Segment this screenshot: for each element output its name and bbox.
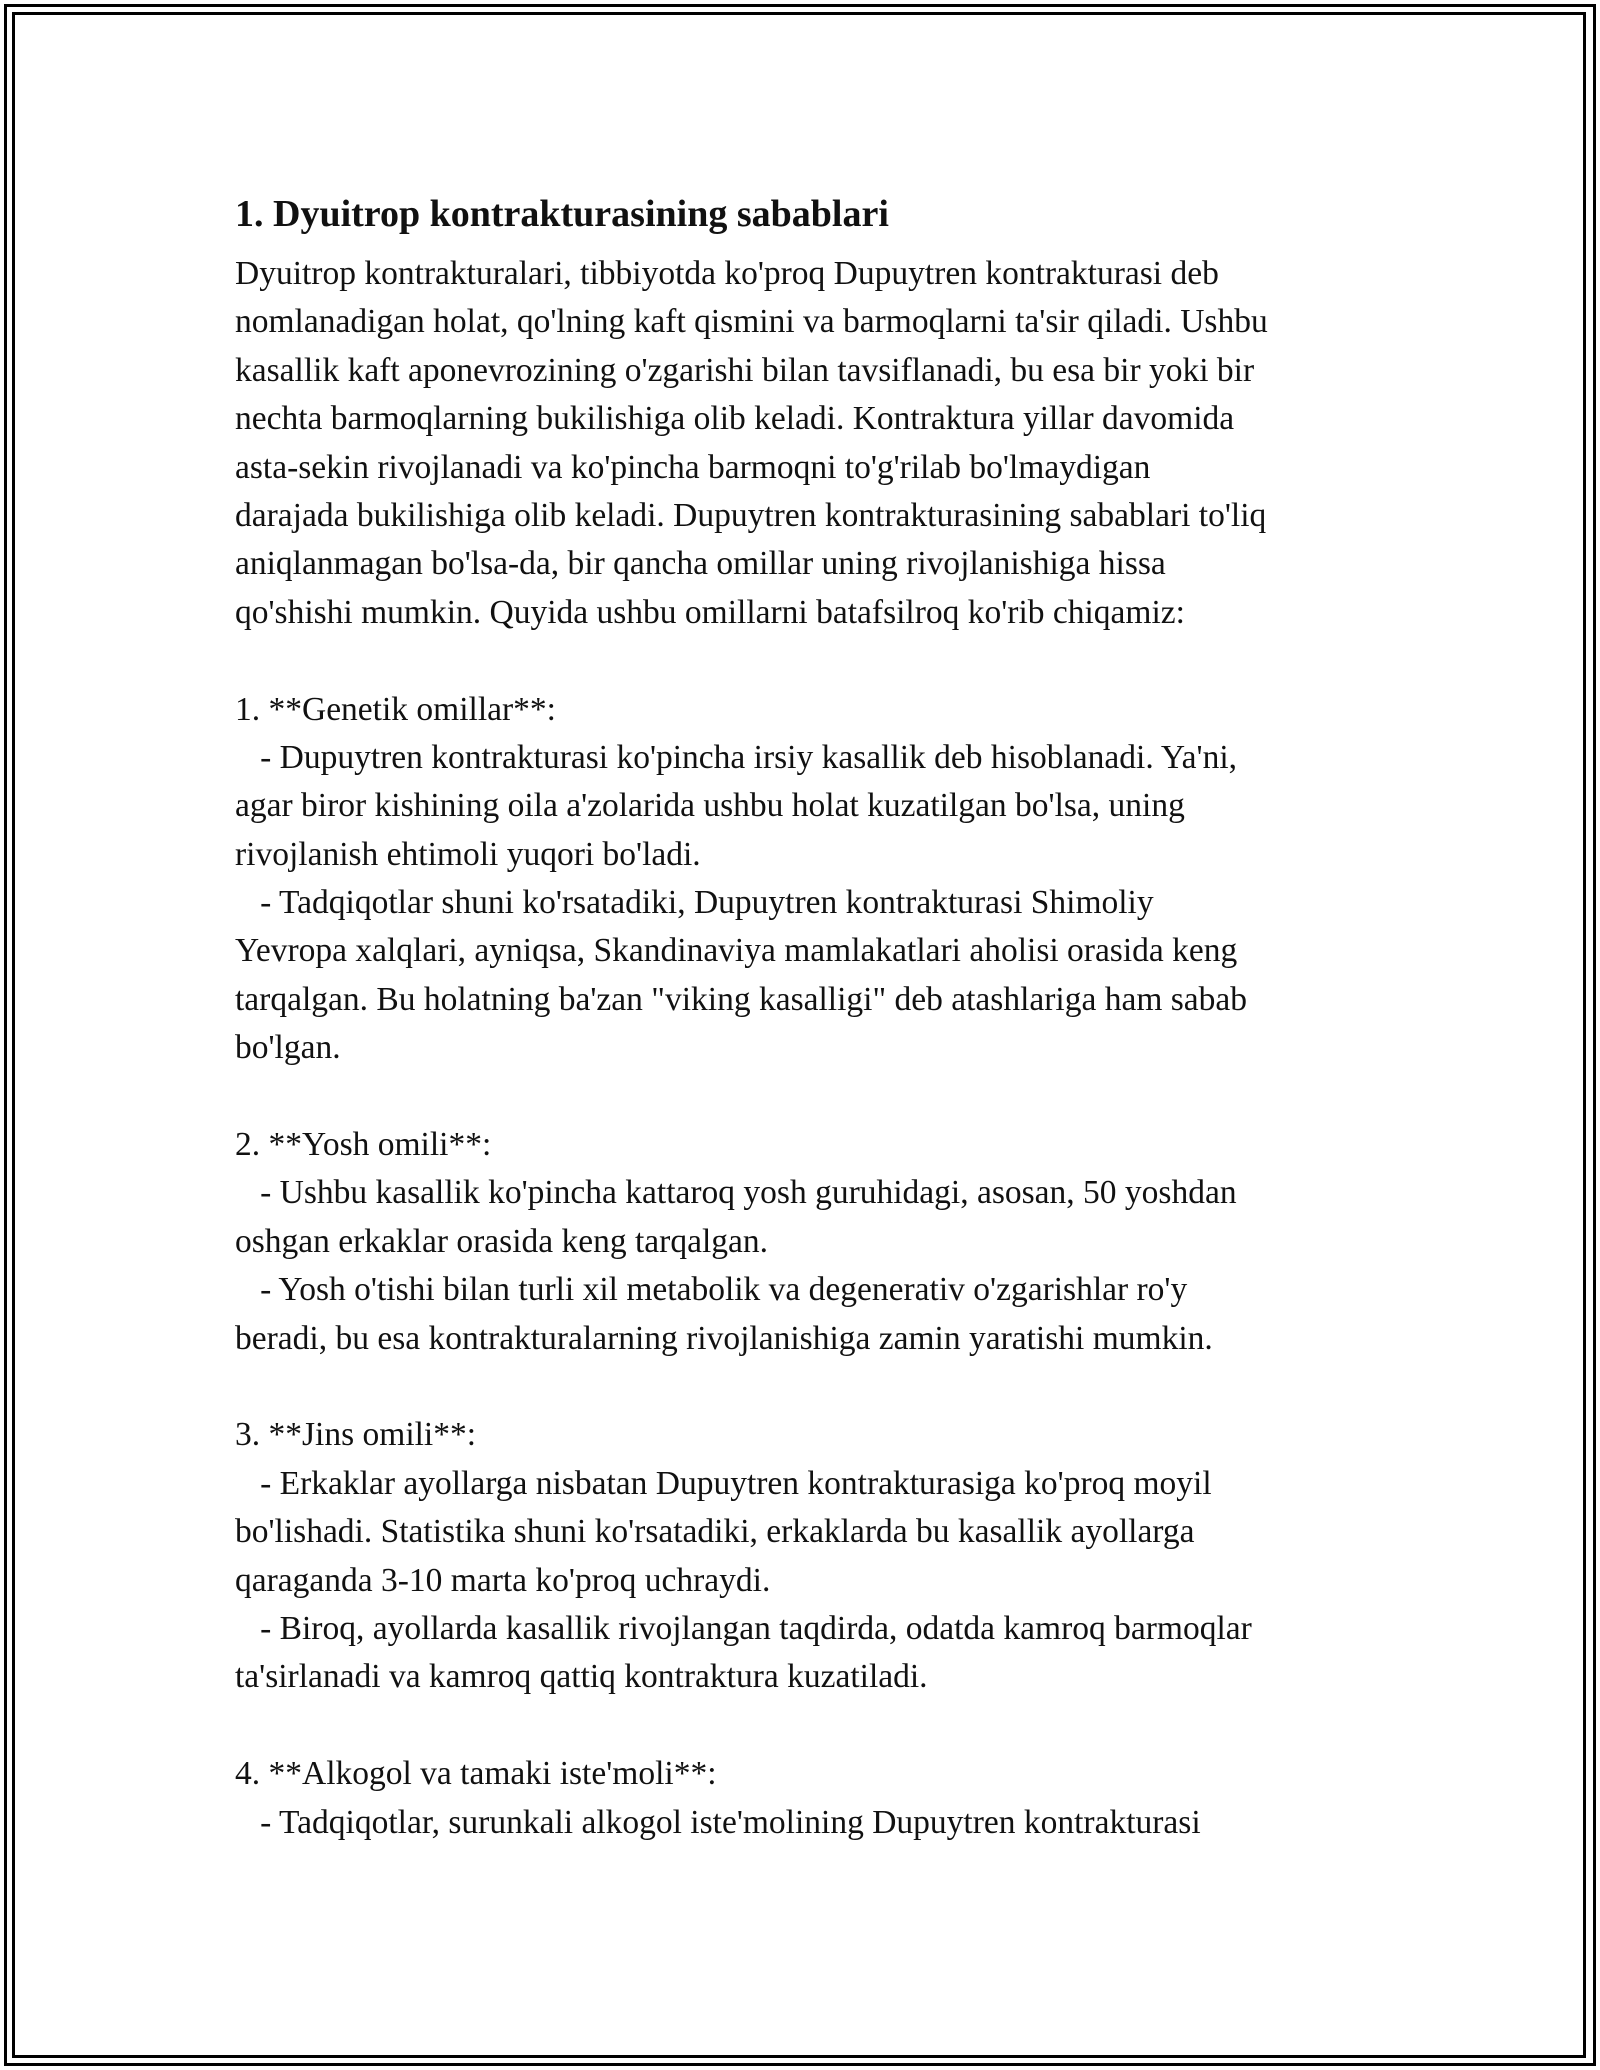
text-line: qaraganda 3-10 marta ko'proq uchraydi.	[235, 1561, 771, 1599]
text-line: qo'shishi mumkin. Quyida ushbu omillarni batafsilroq ko'rib chiqamiz:	[235, 593, 1185, 631]
text-line: Yevropa xalqlari, ayniqsa, Skandinaviya mamlakatlari aholisi orasida keng	[235, 932, 1238, 970]
text-line: ta'sirlanadi va kamroq qattiq kontraktura kuzatiladi.	[235, 1658, 928, 1696]
factor-title: 2. **Yosh omili**:	[235, 1126, 492, 1164]
factor-alcohol-tobacco	[235, 1750, 1385, 1847]
paragraph-gap	[235, 1073, 1385, 1121]
text-line: bo'lishadi. Statistika shuni ko'rsatadiki, erkaklarda bu kasallik ayollarga	[235, 1513, 1195, 1551]
text-line: oshgan erkaklar orasida keng tarqalgan.	[235, 1222, 768, 1260]
text-line: darajada bukilishiga olib keladi. Dupuytren kontrakturasining sabablari to'liq	[235, 496, 1267, 534]
text-line: Dyuitrop kontrakturalari, tibbiyotda ko'proq Dupuytren kontrakturasi deb	[235, 255, 1219, 292]
factor-title: 4. **Alkogol va tamaki iste'moli**:	[235, 1755, 717, 1793]
text-line: aniqlanmagan bo'lsa-da, bir qancha omillar uning rivojlanishiga hissa	[235, 545, 1166, 583]
text-line: - Biroq, ayollarda kasallik rivojlangan taqdirda, odatda kamroq barmoqlar	[235, 1609, 1252, 1647]
text-line: bo'lgan.	[235, 1029, 341, 1067]
factor-genetic	[235, 686, 1385, 1073]
text-line: nomlanadigan holat, qo'lning kaft qismini va barmoqlarni ta'sir qiladi. Ushbu	[235, 303, 1268, 341]
text-line: - Tadqiqotlar, surunkali alkogol iste'molining Dupuytren kontrakturasi	[235, 1803, 1201, 1841]
text-line: asta-sekin rivojlanadi va ko'pincha barmoqni to'g'rilab bo'lmaydigan	[235, 448, 1151, 486]
text-line: nechta barmoqlarning bukilishiga olib keladi. Kontraktura yillar davomida	[235, 400, 1235, 438]
factor-gender	[235, 1411, 1385, 1701]
text-line: - Ushbu kasallik ko'pincha kattaroq yosh guruhidagi, asosan, 50 yoshdan	[235, 1174, 1237, 1212]
paragraph-gap	[235, 637, 1385, 685]
factor-title: 1. **Genetik omillar**:	[235, 690, 556, 728]
factor-title: 3. **Jins omili**:	[235, 1416, 477, 1454]
intro-paragraph	[235, 250, 1385, 637]
text-line: rivojlanish ehtimoli yuqori bo'ladi.	[235, 835, 701, 873]
text-line: - Dupuytren kontrakturasi ko'pincha irsiy kasallik deb hisoblanadi. Ya'ni,	[235, 738, 1238, 776]
text-line: tarqalgan. Bu holatning ba'zan "viking kasalligi" deb atashlariga ham sabab	[235, 980, 1248, 1018]
text-line: - Yosh o'tishi bilan turli xil metabolik va degenerativ o'zgarishlar ro'y	[235, 1271, 1188, 1309]
document-body	[235, 180, 1385, 1847]
paragraph-gap	[235, 1702, 1385, 1750]
section-heading: 1. Dyuitrop kontrakturasining sabablari	[235, 193, 889, 235]
text-line: beradi, bu esa kontrakturalarning rivojlanishiga zamin yaratishi mumkin.	[235, 1319, 1213, 1357]
text-line: agar biror kishining oila a'zolarida ushbu holat kuzatilgan bo'lsa, uning	[235, 787, 1185, 825]
factor-age	[235, 1121, 1385, 1363]
text-line: kasallik kaft aponevrozining o'zgarishi bilan tavsiflanadi, bu esa bir yoki bir	[235, 351, 1255, 389]
text-line: - Tadqiqotlar shuni ko'rsatadiki, Dupuytren kontrakturasi Shimoliy	[235, 884, 1154, 922]
paragraph-gap	[235, 1363, 1385, 1411]
text-line: - Erkaklar ayollarga nisbatan Dupuytren kontrakturasiga ko'proq moyil	[235, 1464, 1212, 1502]
